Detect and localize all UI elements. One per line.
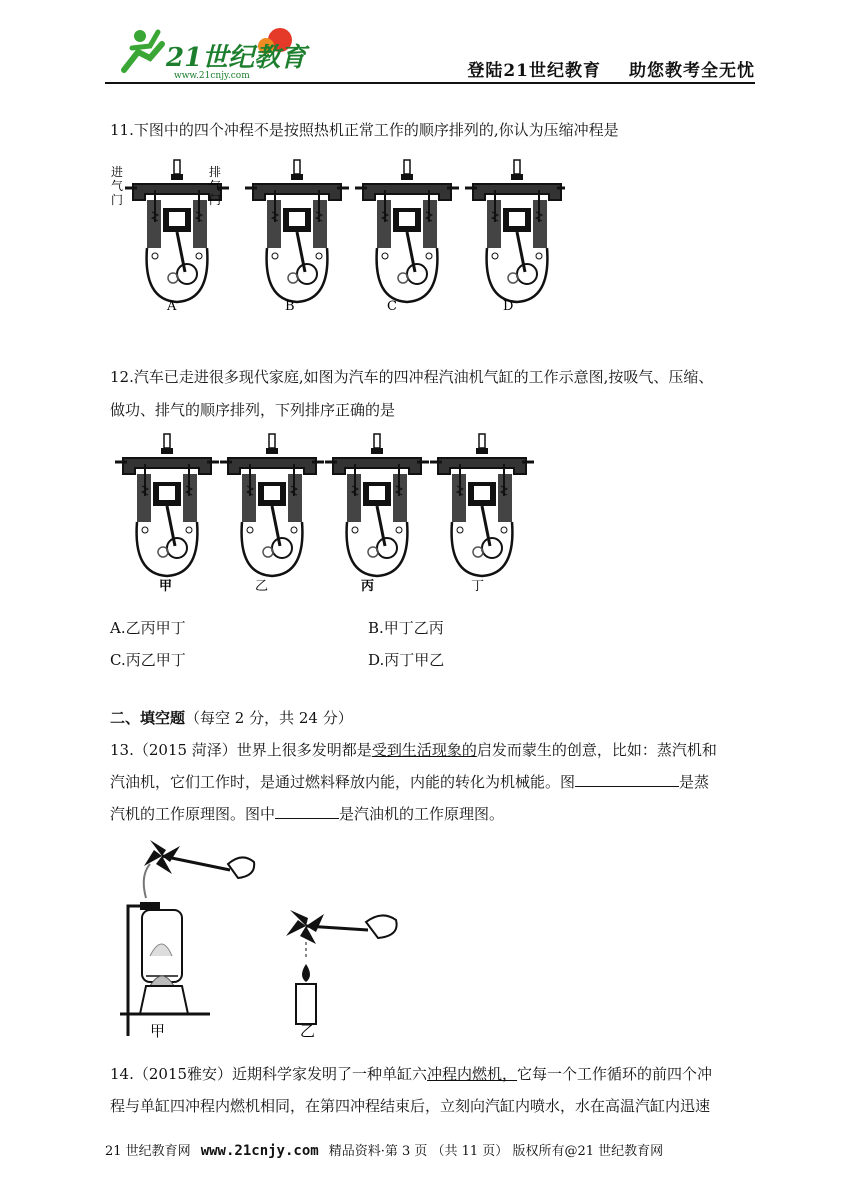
page-footer — [105, 1140, 755, 1159]
q11-figure — [105, 152, 565, 322]
q12-line2: 做功、排气的顺序排列，下列排序正确的是 — [110, 401, 396, 419]
candle-icon — [296, 942, 316, 1024]
q11-intake-label-2: 气 — [111, 179, 124, 193]
pinwheel-icon — [144, 840, 254, 878]
q12-option-b: B.甲丁乙丙 — [368, 619, 444, 637]
svg-text:21世纪教育: 21世纪教育 — [166, 43, 307, 73]
svg-text:www.21cnjy.com: www.21cnjy.com — [174, 71, 250, 80]
q11-label-c: C — [387, 299, 397, 314]
q13-label-jia: 甲 — [150, 1022, 166, 1040]
q13-line3: 汽机的工作原理图。图中 是汽油机的工作原理图。 — [110, 805, 505, 823]
q11-label-a: A — [167, 299, 177, 314]
q13-underlined: 受到生活现象的 — [371, 741, 477, 759]
q11-label-d: D — [503, 299, 514, 314]
q11-exhaust-label-2: 气 — [209, 179, 222, 193]
footer-site: www.21cnjy.com — [200, 1143, 319, 1159]
q12-label-bing: 丙 — [361, 579, 375, 594]
q12-figure — [105, 430, 545, 595]
site-logo — [110, 22, 310, 80]
q12-label-ding: 丁 — [471, 579, 485, 594]
q14-line1: 14.（2015雅安）近期科学家发明了一种单缸六冲程内燃机，它每一个工作循环的前四个冲 — [110, 1065, 713, 1083]
q12-label-yi: 乙 — [255, 579, 269, 594]
footer-left: 21 世纪教育网 — [105, 1144, 191, 1159]
q13-blank-1[interactable] — [575, 772, 679, 787]
q11-exhaust-label-3: 门 — [209, 193, 222, 207]
pinwheel-icon-2 — [286, 910, 397, 944]
q13-label-yi: 乙 — [300, 1022, 316, 1040]
header-motto-text: 助您教考全无忧 — [629, 61, 755, 81]
section-title — [110, 702, 353, 735]
q11-intake-label-1: 进 — [111, 165, 124, 179]
q13-line1: 13.（2015 菏泽）世界上很多发明都是受到生活现象的启发而蒙生的创意，比如：蒸汽机和 — [110, 741, 717, 759]
header-login-text: 登陆21世纪教育 — [467, 61, 601, 81]
q12-line1: 12.汽车已走进很多现代家庭,如图为汽车的四冲程汽油机气缸的工作示意图,按吸气、压缩、 — [110, 368, 714, 386]
section-note: （每空 2 分，共 24 分） — [185, 709, 353, 727]
q12-label-jia: 甲 — [159, 579, 173, 594]
header-divider — [105, 82, 755, 84]
section-title-text: 二、填空题 — [110, 709, 186, 727]
runner-icon — [124, 30, 162, 70]
q11-text: 11.下图中的四个冲程不是按照热机正常工作的顺序排列的,你认为压缩冲程是 — [110, 121, 619, 139]
header-slogan — [467, 56, 755, 81]
q14-line2: 程与单缸四冲程内燃机相同，在第四冲程结束后，立刻向汽缸内喷水，水在高温汽缸内迅速 — [110, 1097, 711, 1115]
q14-underlined: 冲程内燃机， — [427, 1065, 518, 1083]
q11-exhaust-label-1: 排 — [209, 165, 222, 179]
q12-option-d: D.丙丁甲乙 — [368, 651, 445, 669]
q11-intake-label-3: 门 — [111, 193, 124, 207]
q13-line2: 汽油机，它们工作时，是通过燃料释放内能，内能的转化为机械能。图 是蒸 — [110, 773, 710, 791]
q13-blank-2[interactable] — [275, 804, 339, 819]
q11-label-b: B — [285, 299, 295, 314]
q12-option-a: A.乙丙甲丁 — [110, 619, 186, 637]
footer-right: 精品资料·第 3 页 （共 11 页） 版权所有@21 世纪教育网 — [328, 1144, 664, 1159]
q13-figure — [110, 836, 420, 1046]
q12-option-c: C.丙乙甲丁 — [110, 651, 186, 669]
steam-apparatus — [120, 864, 210, 1036]
